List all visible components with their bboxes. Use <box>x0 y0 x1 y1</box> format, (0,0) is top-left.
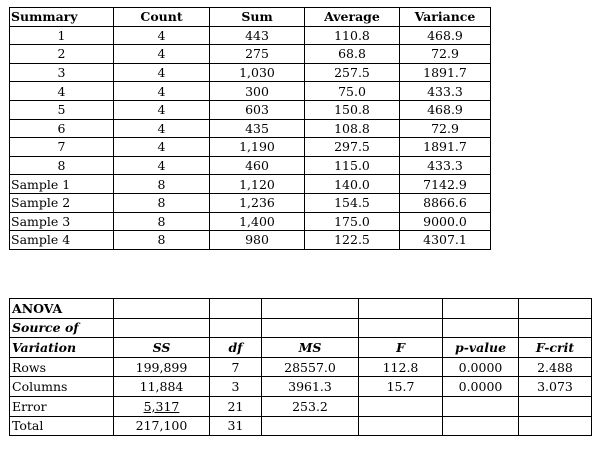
anova-row <box>10 377 592 397</box>
row-label: 1 <box>10 26 114 45</box>
anova-table <box>9 298 592 436</box>
sum-cell: 1,236 <box>210 193 305 212</box>
source-of-label: Source of <box>10 318 114 338</box>
summary-row <box>10 45 491 64</box>
sum-cell: 1,030 <box>210 63 305 82</box>
f-cell <box>359 396 443 416</box>
ms-cell: 3961.3 <box>262 377 359 397</box>
p-value-cell <box>443 396 519 416</box>
row-label: 8 <box>10 156 114 175</box>
ms-cell: 28557.0 <box>262 357 359 377</box>
average-cell: 115.0 <box>305 156 400 175</box>
variance-header: Variance <box>400 8 491 27</box>
average-cell: 140.0 <box>305 175 400 194</box>
row-label: 6 <box>10 119 114 138</box>
row-label: Sample 2 <box>10 193 114 212</box>
count-cell: 4 <box>114 138 210 157</box>
count-cell: 4 <box>114 119 210 138</box>
sum-cell: 460 <box>210 156 305 175</box>
variance-cell: 72.9 <box>400 119 491 138</box>
df-cell: 3 <box>210 377 262 397</box>
row-label: 3 <box>10 63 114 82</box>
variance-cell: 9000.0 <box>400 212 491 231</box>
ss-cell: 199,899 <box>114 357 210 377</box>
ss-error-value: 5,317 <box>143 398 180 414</box>
count-cell: 4 <box>114 82 210 101</box>
source-label: Total <box>10 416 114 436</box>
summary-row <box>10 138 491 157</box>
row-label: 4 <box>10 82 114 101</box>
count-cell: 4 <box>114 45 210 64</box>
source-label: Columns <box>10 377 114 397</box>
ss-cell <box>114 396 210 416</box>
ms-cell <box>262 416 359 436</box>
average-cell: 68.8 <box>305 45 400 64</box>
p-value-cell <box>443 416 519 436</box>
summary-row <box>10 26 491 45</box>
summary-row <box>10 82 491 101</box>
source-label: Error <box>10 396 114 416</box>
anova-source-row <box>10 318 592 338</box>
row-label: 5 <box>10 100 114 119</box>
summary-table <box>9 7 491 250</box>
summary-row <box>10 63 491 82</box>
ss-header: SS <box>114 338 210 358</box>
average-cell: 150.8 <box>305 100 400 119</box>
sum-cell: 443 <box>210 26 305 45</box>
f-crit-cell <box>519 416 592 436</box>
summary-row <box>10 193 491 212</box>
count-cell: 8 <box>114 231 210 250</box>
count-cell: 4 <box>114 26 210 45</box>
variation-label: Variation <box>10 338 114 358</box>
f-crit-cell: 2.488 <box>519 357 592 377</box>
f-cell: 15.7 <box>359 377 443 397</box>
variance-cell: 1891.7 <box>400 138 491 157</box>
summary-row <box>10 119 491 138</box>
f-header: F <box>359 338 443 358</box>
anova-row <box>10 396 592 416</box>
count-cell: 8 <box>114 212 210 231</box>
count-header: Count <box>114 8 210 27</box>
average-header: Average <box>305 8 400 27</box>
average-cell: 122.5 <box>305 231 400 250</box>
variance-cell: 72.9 <box>400 45 491 64</box>
sum-header: Sum <box>210 8 305 27</box>
row-label: Sample 3 <box>10 212 114 231</box>
f-crit-header: F-crit <box>519 338 592 358</box>
average-cell: 154.5 <box>305 193 400 212</box>
summary-header-row <box>10 8 491 27</box>
anova-row <box>10 416 592 436</box>
sum-cell: 603 <box>210 100 305 119</box>
sum-cell: 435 <box>210 119 305 138</box>
p-value-cell: 0.0000 <box>443 357 519 377</box>
p-value-header: p-value <box>443 338 519 358</box>
count-cell: 8 <box>114 193 210 212</box>
p-value-cell: 0.0000 <box>443 377 519 397</box>
variance-cell: 4307.1 <box>400 231 491 250</box>
average-cell: 110.8 <box>305 26 400 45</box>
variance-cell: 468.9 <box>400 26 491 45</box>
sum-cell: 1,400 <box>210 212 305 231</box>
row-label: Sample 4 <box>10 231 114 250</box>
count-cell: 4 <box>114 100 210 119</box>
variance-cell: 8866.6 <box>400 193 491 212</box>
sum-cell: 1,190 <box>210 138 305 157</box>
average-cell: 108.8 <box>305 119 400 138</box>
average-cell: 257.5 <box>305 63 400 82</box>
anova-row <box>10 357 592 377</box>
anova-header-row <box>10 338 592 358</box>
summary-row <box>10 175 491 194</box>
anova-title: ANOVA <box>10 299 114 319</box>
summary-row <box>10 212 491 231</box>
df-cell: 7 <box>210 357 262 377</box>
average-cell: 75.0 <box>305 82 400 101</box>
sum-cell: 980 <box>210 231 305 250</box>
count-cell: 4 <box>114 63 210 82</box>
row-label: 2 <box>10 45 114 64</box>
summary-row <box>10 100 491 119</box>
source-label: Rows <box>10 357 114 377</box>
sum-cell: 1,120 <box>210 175 305 194</box>
average-cell: 297.5 <box>305 138 400 157</box>
f-crit-cell <box>519 396 592 416</box>
summary-header-label: Summary <box>10 8 114 27</box>
sum-cell: 300 <box>210 82 305 101</box>
variance-cell: 433.3 <box>400 156 491 175</box>
ms-header: MS <box>262 338 359 358</box>
f-cell: 112.8 <box>359 357 443 377</box>
variance-cell: 7142.9 <box>400 175 491 194</box>
variance-cell: 433.3 <box>400 82 491 101</box>
f-crit-cell: 3.073 <box>519 377 592 397</box>
count-cell: 4 <box>114 156 210 175</box>
variance-cell: 468.9 <box>400 100 491 119</box>
summary-row <box>10 156 491 175</box>
sum-cell: 275 <box>210 45 305 64</box>
variance-cell: 1891.7 <box>400 63 491 82</box>
ss-cell: 11,884 <box>114 377 210 397</box>
summary-row <box>10 231 491 250</box>
df-cell: 21 <box>210 396 262 416</box>
anova-title-row <box>10 299 592 319</box>
ms-cell: 253.2 <box>262 396 359 416</box>
row-label: Sample 1 <box>10 175 114 194</box>
row-label: 7 <box>10 138 114 157</box>
average-cell: 175.0 <box>305 212 400 231</box>
df-cell: 31 <box>210 416 262 436</box>
count-cell: 8 <box>114 175 210 194</box>
df-header: df <box>210 338 262 358</box>
f-cell <box>359 416 443 436</box>
ss-cell: 217,100 <box>114 416 210 436</box>
